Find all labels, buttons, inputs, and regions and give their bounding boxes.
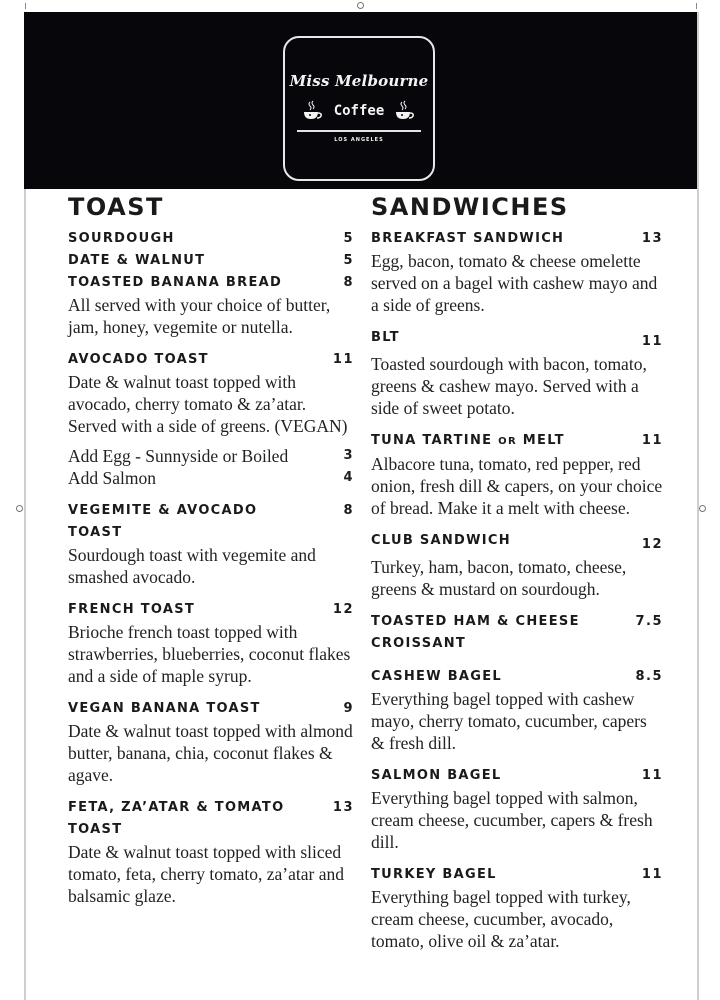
item-description: Toasted sourdough with bacon, tomato, greens & cashew mayo. Served with a side of sweet potato. <box>371 354 647 418</box>
item-description: Sourdough toast with vegemite and smashed avocado. <box>68 545 316 587</box>
addon-label: Add Egg - Sunnyside or Boiled <box>68 446 289 466</box>
item-name <box>371 430 565 453</box>
item-name: FETA, ZA’ATAR & TOMATO TOAST <box>68 800 285 837</box>
addon-item <box>68 467 354 489</box>
item-description: Date & walnut toast topped with avocado, cherry tomato & za’atar. Served with a side of greens. (VEGAN) <box>68 372 348 436</box>
item-name: FRENCH TOAST <box>68 602 196 617</box>
registration-mark-left <box>16 505 23 512</box>
item-name: CASHEW BAGEL <box>371 669 502 684</box>
item-price: 7.5 <box>635 614 663 629</box>
menu-item <box>371 611 663 655</box>
logo-divider <box>297 130 421 132</box>
addon-price: 4 <box>343 470 354 485</box>
toast-section <box>68 192 354 907</box>
brand-location: LOS ANGELES <box>334 137 384 143</box>
item-price: 13 <box>332 800 354 815</box>
item-price: 11 <box>641 867 663 882</box>
item-name-part: TUNA TARTINE <box>371 433 493 448</box>
menu-item <box>371 430 663 519</box>
item-name: VEGAN BANANA TOAST <box>68 701 261 716</box>
item-description: Date & walnut toast topped with almond butter, banana, chia, coconut flakes & agave. <box>68 721 353 785</box>
item-name-part: OR <box>498 436 517 447</box>
addon-price: 3 <box>343 448 354 463</box>
menu-item <box>68 599 354 687</box>
menu-item <box>371 327 663 419</box>
coffee-cup-icon <box>302 100 324 122</box>
item-name: SOURDOUGH <box>68 231 175 246</box>
brand-name: Miss Melbourne <box>289 72 429 90</box>
item-name: BREAKFAST SANDWICH <box>371 231 565 246</box>
item-description: Everything bagel topped with cashew mayo, cherry tomato, cucumber, capers & fresh dill. <box>371 689 647 753</box>
menu-item <box>371 530 663 600</box>
menu-item <box>68 349 354 437</box>
item-description: Brioche french toast topped with strawberries, blueberries, coconut flakes and a side of maple syrup. <box>68 622 351 686</box>
item-name: TOASTED HAM & CHEESE CROISSANT <box>371 614 580 651</box>
item-price: 8 <box>343 503 354 518</box>
section-title-sandwiches: SANDWICHES <box>371 193 569 221</box>
crop-mark-top-right <box>696 3 697 9</box>
item-name: CLUB SANDWICH <box>371 533 511 548</box>
item-price: 8.5 <box>635 669 663 684</box>
item-price: 11 <box>332 352 354 367</box>
section-title-toast: TOAST <box>68 193 164 221</box>
menu-item <box>68 797 354 907</box>
item-name: AVOCADO TOAST <box>68 352 209 367</box>
item-name: DATE & WALNUT <box>68 253 206 268</box>
item-description: Albacore tuna, tomato, red pepper, red onion, fresh dill & capers, on your choice of bread. Make it a melt with cheese. <box>371 454 663 518</box>
brand-product: Coffee <box>333 103 385 119</box>
item-price: 13 <box>641 231 663 246</box>
registration-mark-top <box>357 2 364 9</box>
coffee-cup-icon <box>394 100 416 122</box>
item-description: Date & walnut toast topped with sliced tomato, feta, cherry tomato, za’atar and balsamic glaze. <box>68 842 344 906</box>
item-price: 8 <box>343 275 354 290</box>
item-price: 5 <box>343 253 354 268</box>
item-price: 11 <box>641 433 663 448</box>
registration-mark-right <box>699 505 706 512</box>
item-description: All served with your choice of butter, jam, honey, vegemite or nutella. <box>68 295 331 337</box>
brand-logo <box>283 36 435 181</box>
addon-item <box>68 445 354 467</box>
menu-item <box>68 272 354 294</box>
item-price: 11 <box>641 768 663 783</box>
menu-item <box>68 228 354 250</box>
menu-item <box>68 250 354 272</box>
item-price: 5 <box>343 231 354 246</box>
item-price: 9 <box>343 701 354 716</box>
item-description: Everything bagel topped with turkey, cream cheese, cucumber, avocado, tomato, olive oil & za’atar. <box>371 887 631 951</box>
sandwiches-section <box>371 192 663 952</box>
menu-item <box>68 500 354 588</box>
menu-item <box>371 666 663 754</box>
item-description: Egg, bacon, tomato & cheese omelette served on a bagel with cashew mayo and a side of greens. <box>371 251 658 315</box>
item-name: TURKEY BAGEL <box>371 867 497 882</box>
item-description: Everything bagel topped with salmon, cream cheese, cucumber, capers & fresh dill. <box>371 788 653 852</box>
item-name: SALMON BAGEL <box>371 768 502 783</box>
menu-item <box>371 765 663 853</box>
item-price: 12 <box>332 602 354 617</box>
item-name: TOASTED BANANA BREAD <box>68 275 283 290</box>
crop-mark-top-left <box>25 3 26 9</box>
menu-item <box>371 864 663 952</box>
item-name: BLT <box>371 330 400 345</box>
item-description: Turkey, ham, bacon, tomato, cheese, greens & mustard on sourdough. <box>371 557 627 599</box>
menu-item <box>371 228 663 316</box>
menu-item <box>68 698 354 786</box>
addon-label: Add Salmon <box>68 468 156 488</box>
item-price: 11 <box>641 334 663 349</box>
item-name-part: MELT <box>522 433 565 448</box>
item-name: VEGEMITE & AVOCADO TOAST <box>68 503 258 540</box>
item-price: 12 <box>641 537 663 552</box>
